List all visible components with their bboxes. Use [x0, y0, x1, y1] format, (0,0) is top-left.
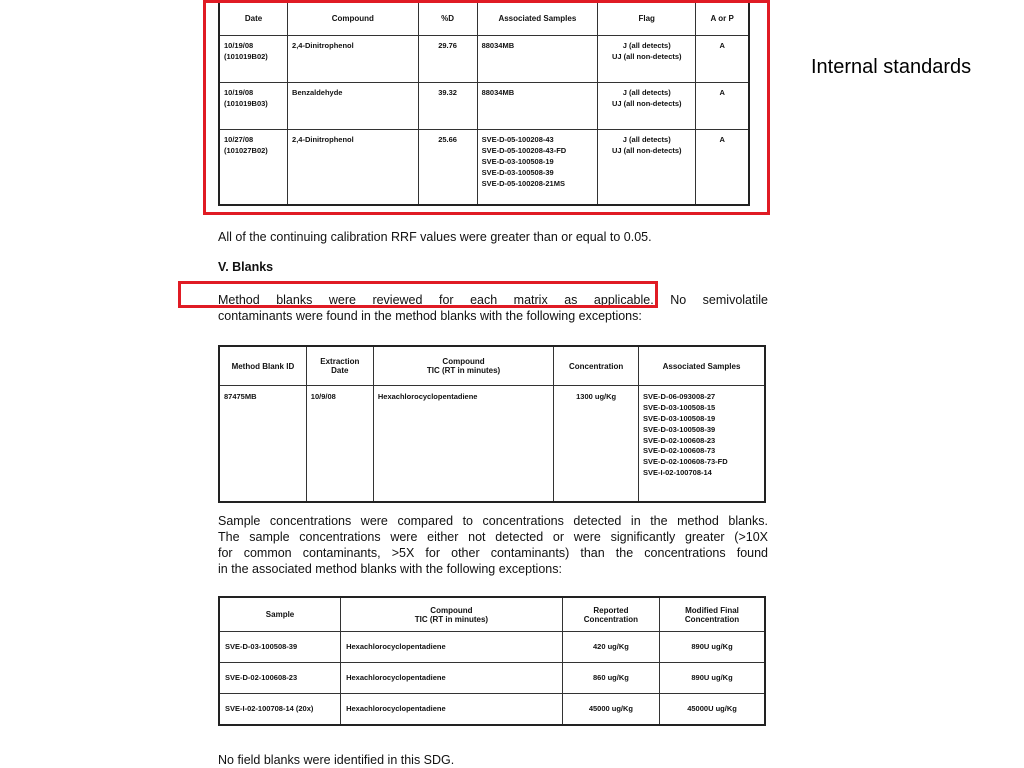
cell-date: 10/9/08: [306, 386, 373, 503]
highlight-box-table: [203, 0, 770, 215]
compare-paragraph: Sample concentrations were compared to concentrations detected in the method blanks. The sample concentrations were either not detected or were significantly greater (>10X for common contaminants, >5X for other contaminants) than the concentrations found in the associated method blanks with the following exceptions:: [218, 514, 768, 576]
cell-date: 10/19/08 (101019B03): [219, 83, 288, 130]
table-row: [219, 632, 765, 663]
col-header-samples: Associated Samples: [477, 1, 598, 36]
cell-sample: SVE-D-02-100608-23: [219, 663, 341, 694]
cell-blank-id: 87475MB: [219, 386, 306, 503]
cell-compound: 2,4-Dinitrophenol: [288, 36, 419, 83]
cell-concentration: 1300 ug/Kg: [554, 386, 639, 503]
cell-flag: J (all detects) UJ (all non-detects): [598, 36, 696, 83]
cell-aorp: A: [696, 83, 749, 130]
cell-aorp: A: [696, 130, 749, 206]
cell-compound: Hexachlorocyclopentadiene: [341, 632, 563, 663]
col-header-flag: Flag: [598, 1, 696, 36]
cell-samples: 88034MB: [477, 36, 598, 83]
table-header-row: [219, 346, 765, 386]
cell-final: 890U ug/Kg: [660, 632, 765, 663]
cell-sample: SVE-I-02-100708-14 (20x): [219, 694, 341, 726]
cell-samples: 88034MB: [477, 83, 598, 130]
cell-flag: J (all detects) UJ (all non-detects): [598, 83, 696, 130]
sample-comparison-table: [218, 596, 766, 726]
col-header-samples: Associated Samples: [639, 346, 765, 386]
field-blanks-paragraph: No field blanks were identified in this SDG.: [218, 753, 455, 767]
table-row: [219, 694, 765, 726]
cell-final: 890U ug/Kg: [660, 663, 765, 694]
cell-compound: Hexachlorocyclopentadiene: [341, 694, 563, 726]
cell-final: 45000U ug/Kg: [660, 694, 765, 726]
cell-date: 10/27/08 (101027B02): [219, 130, 288, 206]
rrf-paragraph: All of the continuing calibration RRF values were greater than or equal to 0.05.: [218, 230, 652, 244]
cell-pctd: 25.66: [418, 130, 477, 206]
cell-pctd: 39.32: [418, 83, 477, 130]
table-row: [219, 386, 765, 503]
cell-reported: 420 ug/Kg: [562, 632, 659, 663]
col-header-aorp: A or P: [696, 1, 749, 36]
cell-pctd: 29.76: [418, 36, 477, 83]
method-blank-table: [218, 345, 766, 503]
col-header-blank-id: Method Blank ID: [219, 346, 306, 386]
col-header-pctd: %D: [418, 1, 477, 36]
cell-reported: 860 ug/Kg: [562, 663, 659, 694]
cell-samples: SVE-D-06-093008-27 SVE-D-03-100508-15 SVE-D-03-100508-19 SVE-D-03-100508-39 SVE-D-02-100608-23 SVE-D-02-100608-73 SVE-D-02-100608-73-FD SVE-I-02-100708-14: [639, 386, 765, 503]
col-header-reported: Reported Concentration: [562, 597, 659, 632]
col-header-date: Date: [219, 1, 288, 36]
highlight-box-sentence: [178, 281, 658, 308]
cell-sample: SVE-D-03-100508-39: [219, 632, 341, 663]
cell-date: 10/19/08 (101019B02): [219, 36, 288, 83]
cell-compound: Hexachlorocyclopentadiene: [341, 663, 563, 694]
col-header-sample: Sample: [219, 597, 341, 632]
col-header-compound: Compound TIC (RT in minutes): [341, 597, 563, 632]
cell-reported: 45000 ug/Kg: [562, 694, 659, 726]
cell-compound: 2,4-Dinitrophenol: [288, 130, 419, 206]
cell-compound: Benzaldehyde: [288, 83, 419, 130]
col-header-compound: Compound TIC (RT in minutes): [373, 346, 553, 386]
cell-flag: J (all detects) UJ (all non-detects): [598, 130, 696, 206]
side-label: Internal standards: [811, 56, 972, 78]
table-header-row: [219, 597, 765, 632]
table-row: [219, 663, 765, 694]
col-header-concentration: Concentration: [554, 346, 639, 386]
col-header-compound: Compound: [288, 1, 419, 36]
col-header-extraction-date: Extraction Date: [306, 346, 373, 386]
section-heading: V. Blanks: [218, 260, 274, 274]
cell-compound: Hexachlorocyclopentadiene: [373, 386, 553, 503]
cell-samples: SVE-D-05-100208-43 SVE-D-05-100208-43-FD SVE-D-03-100508-19 SVE-D-03-100508-39 SVE-D-05-100208-21MS: [477, 130, 598, 206]
blanks-paragraph: Method blanks were reviewed for each matrix as applicable. No semivolatile contaminants were found in the method blanks with the following exceptions:: [218, 293, 768, 323]
col-header-final: Modified Final Concentration: [660, 597, 765, 632]
cell-aorp: A: [696, 36, 749, 83]
